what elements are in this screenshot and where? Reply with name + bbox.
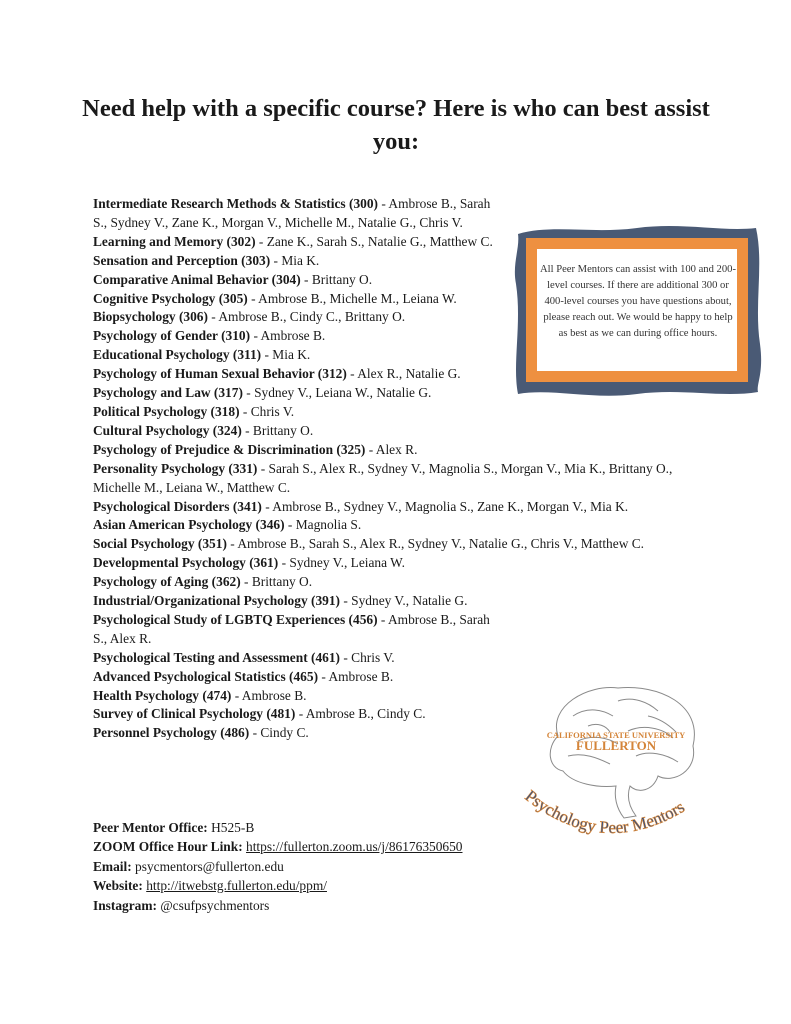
course-item — [93, 649, 703, 668]
course-mentors: - Sydney V., Leiana W., Natalie G. — [242, 385, 432, 401]
course-mentors: - Magnolia S. — [284, 517, 362, 533]
website-label: Website: — [93, 878, 143, 894]
course-mentors: - Ambrose B., Sarah S., Alex R., Sydney V., Natalie G., Chris V., Matthew C. — [226, 536, 644, 552]
course-name: Personality Psychology (331) — [93, 460, 258, 476]
course-name: Comparative Animal Behavior (304) — [93, 271, 301, 287]
instagram-line — [93, 896, 463, 915]
course-name: Health Psychology (474) — [93, 687, 232, 703]
course-item — [93, 573, 703, 592]
course-mentors: - Mia K. — [261, 347, 311, 363]
zoom-link[interactable]: https://fullerton.zoom.us/j/86176350650 — [246, 839, 463, 855]
email-value: psycmentors@fullerton.edu — [131, 858, 284, 874]
course-name: Psychology and Law (317) — [93, 385, 243, 401]
course-item — [93, 498, 703, 517]
course-mentors: - Ambrose B., Sarah S., Sydney V., Zane K., Morgan V., Michelle M., Natalie G., Chris V. — [93, 196, 491, 230]
website-link[interactable]: http://itwebstg.fullerton.edu/ppm/ — [146, 878, 327, 894]
course-item — [93, 611, 493, 649]
course-mentors: - Chris V. — [340, 649, 395, 665]
course-mentors: - Alex R. — [365, 441, 418, 457]
course-name: Asian American Psychology (346) — [93, 517, 285, 533]
website-line — [93, 876, 463, 895]
course-name: Psychology of Prejudice & Discrimination (325) — [93, 441, 366, 457]
course-mentors: - Mia K. — [270, 252, 320, 268]
course-name: Personnel Psychology (486) — [93, 725, 250, 741]
course-name: Industrial/Organizational Psychology (391) — [93, 593, 340, 609]
svg-text:Psychology Peer Mentors — [522, 786, 688, 837]
course-item — [93, 554, 703, 573]
psychology-peer-mentors-logo — [518, 676, 714, 866]
course-mentors: - Ambrose B., Sarah S., Alex R. — [93, 611, 490, 646]
instagram-value: @csufpsychmentors — [156, 897, 270, 913]
course-name: Psychology of Human Sexual Behavior (312) — [93, 366, 347, 382]
course-mentors: - Alex R., Natalie G. — [346, 366, 461, 382]
page-title: Need help with a specific course? Here is who can best assist you: — [82, 95, 710, 155]
course-mentors: - Sydney V., Leiana W. — [278, 555, 405, 571]
course-name: Learning and Memory (302) — [93, 233, 256, 249]
course-name: Cognitive Psychology (305) — [93, 290, 248, 306]
course-name: Advanced Psychological Statistics (465) — [93, 668, 319, 684]
course-item — [93, 195, 493, 233]
course-item — [93, 233, 493, 252]
course-name: Psychological Study of LGBTQ Experiences (456) — [93, 611, 378, 627]
instagram-label: Instagram: — [93, 897, 157, 913]
course-item — [93, 592, 703, 611]
course-mentors: - Ambrose B., Sydney V., Magnolia S., Zane K., Morgan V., Mia K. — [261, 498, 629, 514]
course-name: Educational Psychology (311) — [93, 347, 262, 363]
course-item — [93, 460, 703, 498]
course-mentors: - Brittany O. — [300, 271, 373, 287]
course-name: Psychology of Gender (310) — [93, 328, 251, 344]
course-mentors: - Ambrose B., Cindy C., Brittany O. — [207, 309, 406, 325]
course-mentors: - Chris V. — [239, 403, 295, 419]
course-mentors: - Cindy C. — [249, 725, 309, 741]
info-callout — [512, 224, 762, 396]
email-line — [93, 857, 463, 876]
brain-icon — [518, 676, 714, 866]
course-name: Social Psychology (351) — [93, 536, 227, 552]
course-mentors: - Brittany O. — [240, 574, 313, 590]
course-name: Sensation and Perception (303) — [93, 252, 271, 268]
course-name: Psychology of Aging (362) — [93, 574, 241, 590]
office-label: Peer Mentor Office: — [93, 820, 208, 835]
course-item — [93, 535, 703, 554]
course-name: Biopsychology (306) — [93, 309, 208, 325]
zoom-label: ZOOM Office Hour Link: — [93, 839, 243, 855]
course-mentors: - Ambrose B. — [231, 687, 307, 703]
course-name: Cultural Psychology (324) — [93, 422, 242, 438]
course-mentors: - Ambrose B. — [250, 328, 326, 344]
course-item — [93, 403, 703, 422]
course-mentors: - Zane K., Sarah S., Natalie G., Matthew C. — [255, 233, 493, 249]
course-name: Intermediate Research Methods & Statistics (300) — [93, 196, 378, 211]
course-mentors: - Sarah S., Alex R., Sydney V., Magnolia S., Morgan V., Mia K., Brittany O., Michelle M., Leiana W., Matthew C. — [93, 460, 673, 495]
office-line — [93, 818, 463, 837]
course-name: Psychological Testing and Assessment (461) — [93, 649, 341, 665]
callout-text: All Peer Mentors can assist with 100 and 200-level courses. If there are additional 300 or 400-level courses you have questions about, please reach out. We would be happy to help as best as we can during office hours. — [540, 264, 736, 339]
course-name: Developmental Psychology (361) — [93, 555, 279, 571]
course-name: Psychological Disorders (341) — [93, 498, 262, 514]
course-mentors: - Ambrose B. — [318, 668, 394, 684]
course-mentors: - Ambrose B., Cindy C. — [295, 706, 426, 722]
course-item — [93, 516, 703, 535]
course-mentors: - Ambrose B., Michelle M., Leiana W. — [247, 290, 457, 306]
zoom-line — [93, 837, 463, 856]
office-value: H525-B — [207, 820, 255, 835]
email-label: Email: — [93, 858, 132, 874]
program-name: Psychology Peer Mentors — [521, 786, 688, 838]
course-mentors: - Brittany O. — [241, 422, 314, 438]
course-item — [93, 422, 703, 441]
course-name: Political Psychology (318) — [93, 403, 240, 419]
contact-info — [93, 818, 463, 915]
course-name: Survey of Clinical Psychology (481) — [93, 706, 296, 722]
campus-name: FULLERTON — [575, 738, 657, 753]
course-item — [93, 441, 703, 460]
university-name: CALIFORNIA STATE UNIVERSITY — [546, 730, 686, 740]
course-mentors: - Sydney V., Natalie G. — [340, 593, 468, 609]
